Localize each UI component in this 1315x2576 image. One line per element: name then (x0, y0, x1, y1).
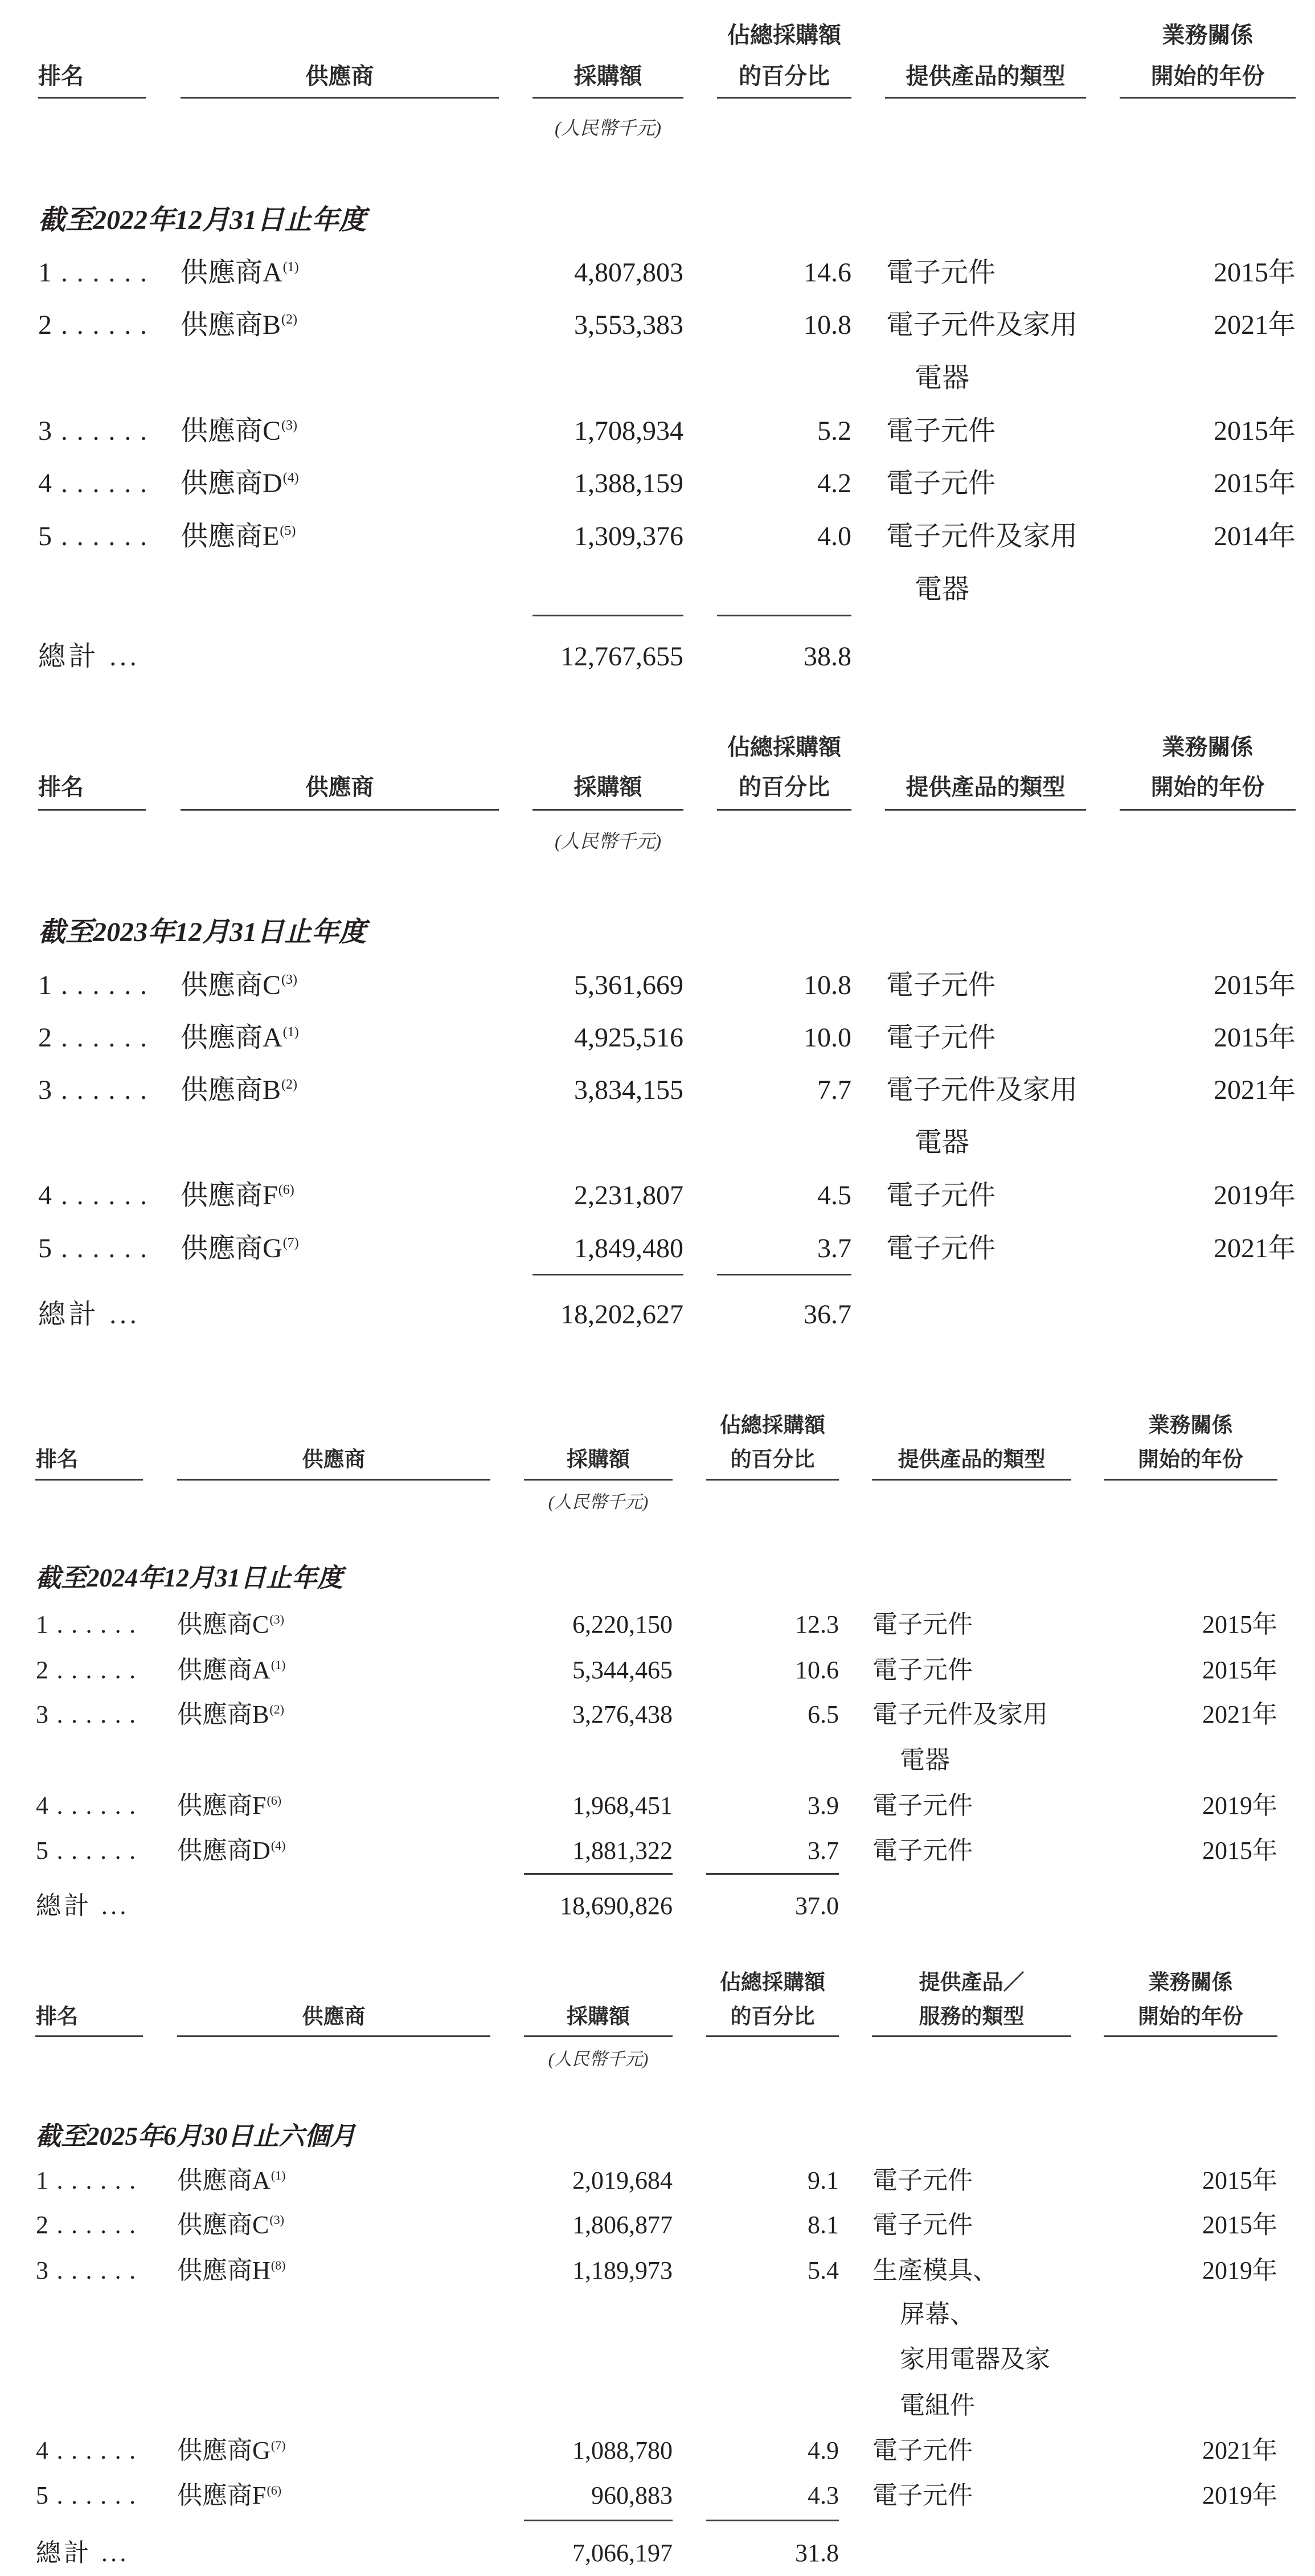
header-underline-amount (532, 97, 683, 99)
header-underline-supplier (181, 809, 499, 811)
supplier-cell (177, 2166, 285, 2195)
header-underline-year (1120, 809, 1296, 811)
pct-cell: 5.4 (808, 2256, 839, 2284)
product-cell-continued: 家用電器及家 (900, 2345, 1050, 2373)
product-cell-continued: 電組件 (900, 2391, 975, 2419)
pct-cell: 8.1 (808, 2211, 839, 2239)
product-cell: 電子元件及家用 (886, 310, 1078, 340)
rank-cell: 5...... (36, 2481, 144, 2509)
year-cell: 2015年 (1213, 468, 1296, 498)
unit-label: (人民幣千元) (555, 832, 661, 852)
product-cell: 電子元件 (872, 1792, 973, 1819)
header-pct-line1: 佔總採購額 (727, 23, 841, 48)
supplier-cell (181, 1022, 299, 1054)
unit-label: (人民幣千元) (555, 118, 661, 139)
year-cell: 2021年 (1202, 1700, 1277, 1728)
header-underline-supplier (177, 1479, 490, 1481)
pct-cell: 10.6 (795, 1656, 839, 1684)
header-pct-line1: 佔總採購額 (727, 735, 841, 760)
supplier-name: 供應商F (177, 1792, 267, 1819)
year-cell: 2015年 (1213, 416, 1296, 446)
rank-cell: 1...... (38, 970, 156, 1000)
header-year-line2: 開始的年份 (1138, 1448, 1243, 1471)
header-underline-pct (706, 1479, 839, 1481)
total-amount: 7,066,197 (572, 2539, 673, 2567)
supplier-cell (177, 2436, 285, 2465)
header-underline-supplier (177, 2035, 490, 2037)
header-underline-pct (717, 809, 851, 811)
product-cell: 電子元件 (872, 1610, 973, 1638)
rank-cell: 4...... (36, 1792, 144, 1819)
header-underline-supplier (181, 97, 499, 99)
header-product-line1: 提供產品／ (919, 1970, 1025, 1994)
amount-cell: 5,361,669 (574, 970, 683, 1000)
amount-cell: 1,806,877 (572, 2211, 673, 2239)
year-cell: 2015年 (1213, 970, 1296, 1000)
header-year-line1: 業務關係 (1148, 1970, 1233, 1994)
period-title: 截至2022年12月31日止年度 (38, 205, 367, 235)
header-rank: 排名 (38, 775, 84, 800)
year-cell: 2015年 (1202, 2211, 1277, 2239)
product-cell: 電子元件及家用 (886, 521, 1078, 551)
header-year-line1: 業務關係 (1162, 735, 1253, 760)
header-underline-product (872, 2035, 1071, 2037)
supplier-cell (181, 521, 296, 553)
total-label: 總計 ... (36, 2539, 129, 2567)
total-amount: 18,690,826 (560, 1892, 673, 1920)
year-cell: 2019年 (1202, 2481, 1277, 2509)
footnote-ref: (4) (271, 1838, 286, 1853)
header-product-line2: 服務的類型 (919, 2005, 1025, 2028)
amount-cell: 1,849,480 (574, 1233, 683, 1264)
footnote-ref: (8) (271, 2258, 286, 2272)
supplier-cell (181, 1180, 294, 1212)
header-underline-product (885, 97, 1086, 99)
header-underline-pct (717, 97, 851, 99)
unit-label: (人民幣千元) (548, 1492, 649, 1512)
supplier-cell (181, 257, 299, 289)
pct-cell: 4.9 (808, 2436, 839, 2464)
product-cell: 電子元件 (872, 1656, 973, 1684)
header-underline-amount (524, 2035, 673, 2037)
amount-cell: 1,881,322 (572, 1837, 673, 1864)
product-cell: 電子元件 (886, 1180, 996, 1211)
product-cell-continued: 電器 (900, 1746, 950, 1774)
supplier-name: 供應商C (181, 416, 281, 446)
supplier-name: 供應商A (177, 1656, 271, 1684)
header-product-type: 提供產品的類型 (906, 775, 1066, 800)
product-cell-continued: 電器 (915, 363, 970, 393)
rank-cell: 3...... (36, 2256, 144, 2284)
amount-cell: 2,231,807 (574, 1180, 683, 1211)
header-underline-amount (532, 809, 683, 811)
header-underline-year (1104, 1479, 1277, 1481)
amount-cell: 1,388,159 (574, 468, 683, 498)
period-title: 截至2025年6月30日止六個月 (35, 2122, 356, 2150)
header-supplier: 供應商 (305, 775, 374, 800)
supplier-cell (181, 309, 297, 341)
total-rule-amount (524, 1873, 673, 1875)
pct-cell: 10.8 (804, 310, 851, 340)
rank-cell: 2...... (38, 1023, 156, 1053)
pct-cell: 5.2 (817, 416, 851, 446)
rank-cell: 1...... (36, 2166, 144, 2194)
product-cell: 電子元件 (872, 1837, 973, 1864)
supplier-name: 供應商G (177, 2436, 271, 2464)
header-underline-rank (35, 1479, 143, 1481)
header-rank: 排名 (38, 64, 84, 89)
header-amount: 採購額 (567, 2005, 630, 2028)
header-underline-rank (35, 2035, 143, 2037)
rank-cell: 3...... (38, 1075, 156, 1105)
header-amount: 採購額 (573, 64, 642, 89)
rank-cell: 1...... (38, 257, 156, 288)
pct-cell: 12.3 (795, 1610, 839, 1638)
supplier-name: 供應商H (177, 2256, 271, 2284)
amount-cell: 5,344,465 (572, 1656, 673, 1684)
header-underline-pct (706, 2035, 839, 2037)
supplier-name: 供應商A (181, 257, 282, 288)
total-rule-pct (706, 1873, 839, 1875)
supplier-name: 供應商E (181, 521, 280, 551)
pct-cell: 10.8 (804, 970, 851, 1000)
period-title: 截至2024年12月31日止年度 (35, 1564, 343, 1592)
rank-cell: 4...... (38, 468, 156, 498)
product-cell: 電子元件 (886, 468, 996, 498)
header-pct-line1: 佔總採購額 (720, 1413, 825, 1437)
amount-cell: 4,807,803 (574, 257, 683, 288)
pct-cell: 9.1 (808, 2166, 839, 2194)
header-year-line1: 業務關係 (1148, 1413, 1233, 1437)
header-product-type: 提供產品的類型 (898, 1448, 1046, 1471)
pct-cell: 6.5 (808, 1700, 839, 1728)
product-cell-continued: 電器 (915, 574, 970, 604)
pct-cell: 4.0 (817, 521, 851, 551)
rank-cell: 2...... (36, 2211, 144, 2239)
year-cell: 2021年 (1202, 2436, 1277, 2464)
total-rule-pct (717, 615, 851, 616)
year-cell: 2021年 (1213, 1075, 1296, 1105)
footnote-ref: (1) (271, 1657, 286, 1672)
rank-cell: 2...... (38, 310, 156, 340)
product-cell: 電子元件 (872, 2481, 973, 2509)
amount-cell: 3,276,438 (572, 1700, 673, 1728)
footnote-ref: (4) (282, 471, 299, 485)
total-pct: 37.0 (795, 1892, 839, 1920)
footnote-ref: (6) (267, 2483, 282, 2497)
year-cell: 2021年 (1213, 310, 1296, 340)
amount-cell: 6,220,150 (572, 1610, 673, 1638)
amount-cell: 1,309,376 (574, 521, 683, 551)
header-supplier: 供應商 (302, 2005, 366, 2028)
supplier-name: 供應商D (181, 468, 282, 498)
amount-cell: 2,019,684 (572, 2166, 673, 2194)
footnote-ref: (6) (267, 1793, 282, 1808)
header-amount: 採購額 (567, 1448, 630, 1471)
total-pct: 31.8 (795, 2539, 839, 2567)
header-pct-line2: 的百分比 (730, 2005, 815, 2028)
footnote-ref: (1) (282, 260, 299, 275)
unit-label: (人民幣千元) (548, 2049, 649, 2069)
header-pct-line2: 的百分比 (739, 775, 830, 800)
header-pct-line2: 的百分比 (730, 1448, 815, 1471)
product-cell: 電子元件及家用 (872, 1700, 1048, 1728)
rank-cell: 3...... (36, 1700, 144, 1728)
year-cell: 2015年 (1213, 1023, 1296, 1053)
product-cell: 電子元件 (886, 1023, 996, 1053)
amount-cell: 3,834,155 (574, 1075, 683, 1105)
total-rule-amount (532, 615, 683, 616)
supplier-cell (181, 970, 297, 1001)
supplier-cell (181, 1233, 299, 1265)
pct-cell: 4.2 (817, 468, 851, 498)
supplier-name: 供應商B (177, 1700, 269, 1728)
pct-cell: 3.9 (808, 1792, 839, 1819)
footnote-ref: (6) (278, 1183, 294, 1197)
product-cell: 電子元件 (886, 416, 996, 446)
year-cell: 2015年 (1202, 2166, 1277, 2194)
header-year-line1: 業務關係 (1162, 23, 1253, 48)
year-cell: 2019年 (1202, 1792, 1277, 1819)
supplier-name: 供應商A (177, 2166, 271, 2194)
header-underline-product (885, 809, 1086, 811)
total-amount: 18,202,627 (560, 1299, 683, 1330)
pct-cell: 4.3 (808, 2481, 839, 2509)
pct-cell: 3.7 (808, 1837, 839, 1864)
supplier-cell (177, 1700, 284, 1729)
rank-cell: 1...... (36, 1610, 144, 1638)
header-supplier: 供應商 (305, 64, 374, 89)
year-cell: 2014年 (1213, 521, 1296, 551)
rank-cell: 5...... (38, 1233, 156, 1264)
footnote-ref: (2) (281, 1077, 298, 1092)
supplier-name: 供應商C (177, 1610, 269, 1638)
amount-cell: 1,968,451 (572, 1792, 673, 1819)
total-label: 總計 ... (38, 641, 140, 672)
header-supplier: 供應商 (302, 1448, 366, 1471)
supplier-cell (177, 2481, 281, 2510)
supplier-cell (181, 468, 299, 500)
product-cell: 電子元件 (886, 970, 996, 1000)
total-rule-amount (524, 2520, 673, 2521)
rank-cell: 5...... (38, 521, 156, 551)
header-product-type: 提供產品的類型 (906, 64, 1066, 89)
header-pct-line2: 的百分比 (739, 64, 830, 89)
header-underline-rank (38, 809, 146, 811)
amount-cell: 1,189,973 (572, 2256, 673, 2284)
product-cell: 電子元件 (886, 1233, 996, 1264)
footnote-ref: (2) (281, 312, 298, 327)
supplier-cell (177, 2256, 285, 2285)
footnote-ref: (1) (282, 1025, 299, 1040)
product-cell-continued: 電器 (915, 1127, 970, 1158)
rank-cell: 4...... (38, 1180, 156, 1211)
supplier-cell (177, 1791, 281, 1821)
year-cell: 2015年 (1202, 1837, 1277, 1864)
supplier-name: 供應商B (181, 1075, 281, 1105)
supplier-name: 供應商C (177, 2211, 269, 2239)
period-title: 截至2023年12月31日止年度 (38, 917, 367, 947)
amount-cell: 3,553,383 (574, 310, 683, 340)
year-cell: 2015年 (1202, 1656, 1277, 1684)
supplier-name: 供應商A (181, 1023, 282, 1053)
header-underline-year (1104, 2035, 1277, 2037)
product-cell: 電子元件 (872, 2166, 973, 2194)
total-amount: 12,767,655 (560, 641, 683, 672)
header-underline-year (1120, 97, 1296, 99)
total-rule-amount (532, 1274, 683, 1275)
pct-cell: 10.0 (804, 1023, 851, 1053)
supplier-cell (181, 415, 297, 447)
pct-cell: 14.6 (804, 257, 851, 288)
supplier-cell (177, 1655, 285, 1685)
header-year-line2: 開始的年份 (1150, 64, 1265, 89)
header-underline-product (872, 1479, 1071, 1481)
total-label: 總計 ... (36, 1892, 129, 1920)
amount-cell: 1,088,780 (572, 2436, 673, 2464)
total-rule-pct (706, 2520, 839, 2521)
supplier-name: 供應商F (177, 2481, 267, 2509)
footnote-ref: (2) (269, 1702, 285, 1716)
header-pct-line1: 佔總採購額 (720, 1970, 825, 1994)
product-cell: 電子元件 (872, 2211, 973, 2239)
rank-cell: 5...... (36, 1837, 144, 1864)
supplier-name: 供應商D (177, 1837, 271, 1864)
pct-cell: 7.7 (817, 1075, 851, 1105)
year-cell: 2021年 (1213, 1233, 1296, 1264)
rank-cell: 3...... (38, 416, 156, 446)
product-cell-continued: 屏幕、 (900, 2300, 975, 2328)
product-cell: 電子元件及家用 (886, 1075, 1078, 1105)
supplier-cell (177, 1610, 284, 1639)
total-label: 總計 ... (38, 1299, 140, 1330)
footnote-ref: (3) (281, 418, 298, 433)
total-rule-pct (717, 1274, 851, 1275)
supplier-cell (181, 1074, 297, 1106)
year-cell: 2019年 (1213, 1180, 1296, 1211)
product-cell: 電子元件 (886, 257, 996, 288)
amount-cell: 1,708,934 (574, 416, 683, 446)
amount-cell: 960,883 (591, 2481, 673, 2509)
footnote-ref: (3) (281, 972, 298, 987)
header-rank: 排名 (36, 2005, 78, 2028)
year-cell: 2015年 (1202, 1610, 1277, 1638)
footnote-ref: (7) (282, 1236, 299, 1250)
footnote-ref: (3) (269, 1612, 285, 1626)
footnote-ref: (5) (280, 524, 296, 538)
pct-cell: 3.7 (817, 1233, 851, 1264)
amount-cell: 4,925,516 (574, 1023, 683, 1053)
year-cell: 2019年 (1202, 2256, 1277, 2284)
year-cell: 2015年 (1213, 257, 1296, 288)
supplier-cell (177, 2210, 284, 2240)
supplier-name: 供應商G (181, 1233, 282, 1264)
header-year-line2: 開始的年份 (1138, 2005, 1243, 2028)
rank-cell: 4...... (36, 2436, 144, 2464)
footnote-ref: (1) (271, 2168, 286, 2182)
product-cell: 電子元件 (872, 2436, 973, 2464)
supplier-name: 供應商F (181, 1180, 278, 1211)
footnote-ref: (3) (269, 2212, 285, 2227)
pct-cell: 4.5 (817, 1180, 851, 1211)
header-year-line2: 開始的年份 (1150, 775, 1265, 800)
header-underline-amount (524, 1479, 673, 1481)
header-amount: 採購額 (573, 775, 642, 800)
product-cell: 生產模具、 (872, 2256, 998, 2284)
supplier-cell (177, 1836, 285, 1866)
header-underline-rank (38, 97, 146, 99)
header-rank: 排名 (36, 1448, 78, 1471)
rank-cell: 2...... (36, 1656, 144, 1684)
total-pct: 36.7 (804, 1299, 851, 1330)
supplier-name: 供應商B (181, 310, 281, 340)
total-pct: 38.8 (804, 641, 851, 672)
supplier-name: 供應商C (181, 970, 281, 1000)
footnote-ref: (7) (271, 2438, 286, 2452)
